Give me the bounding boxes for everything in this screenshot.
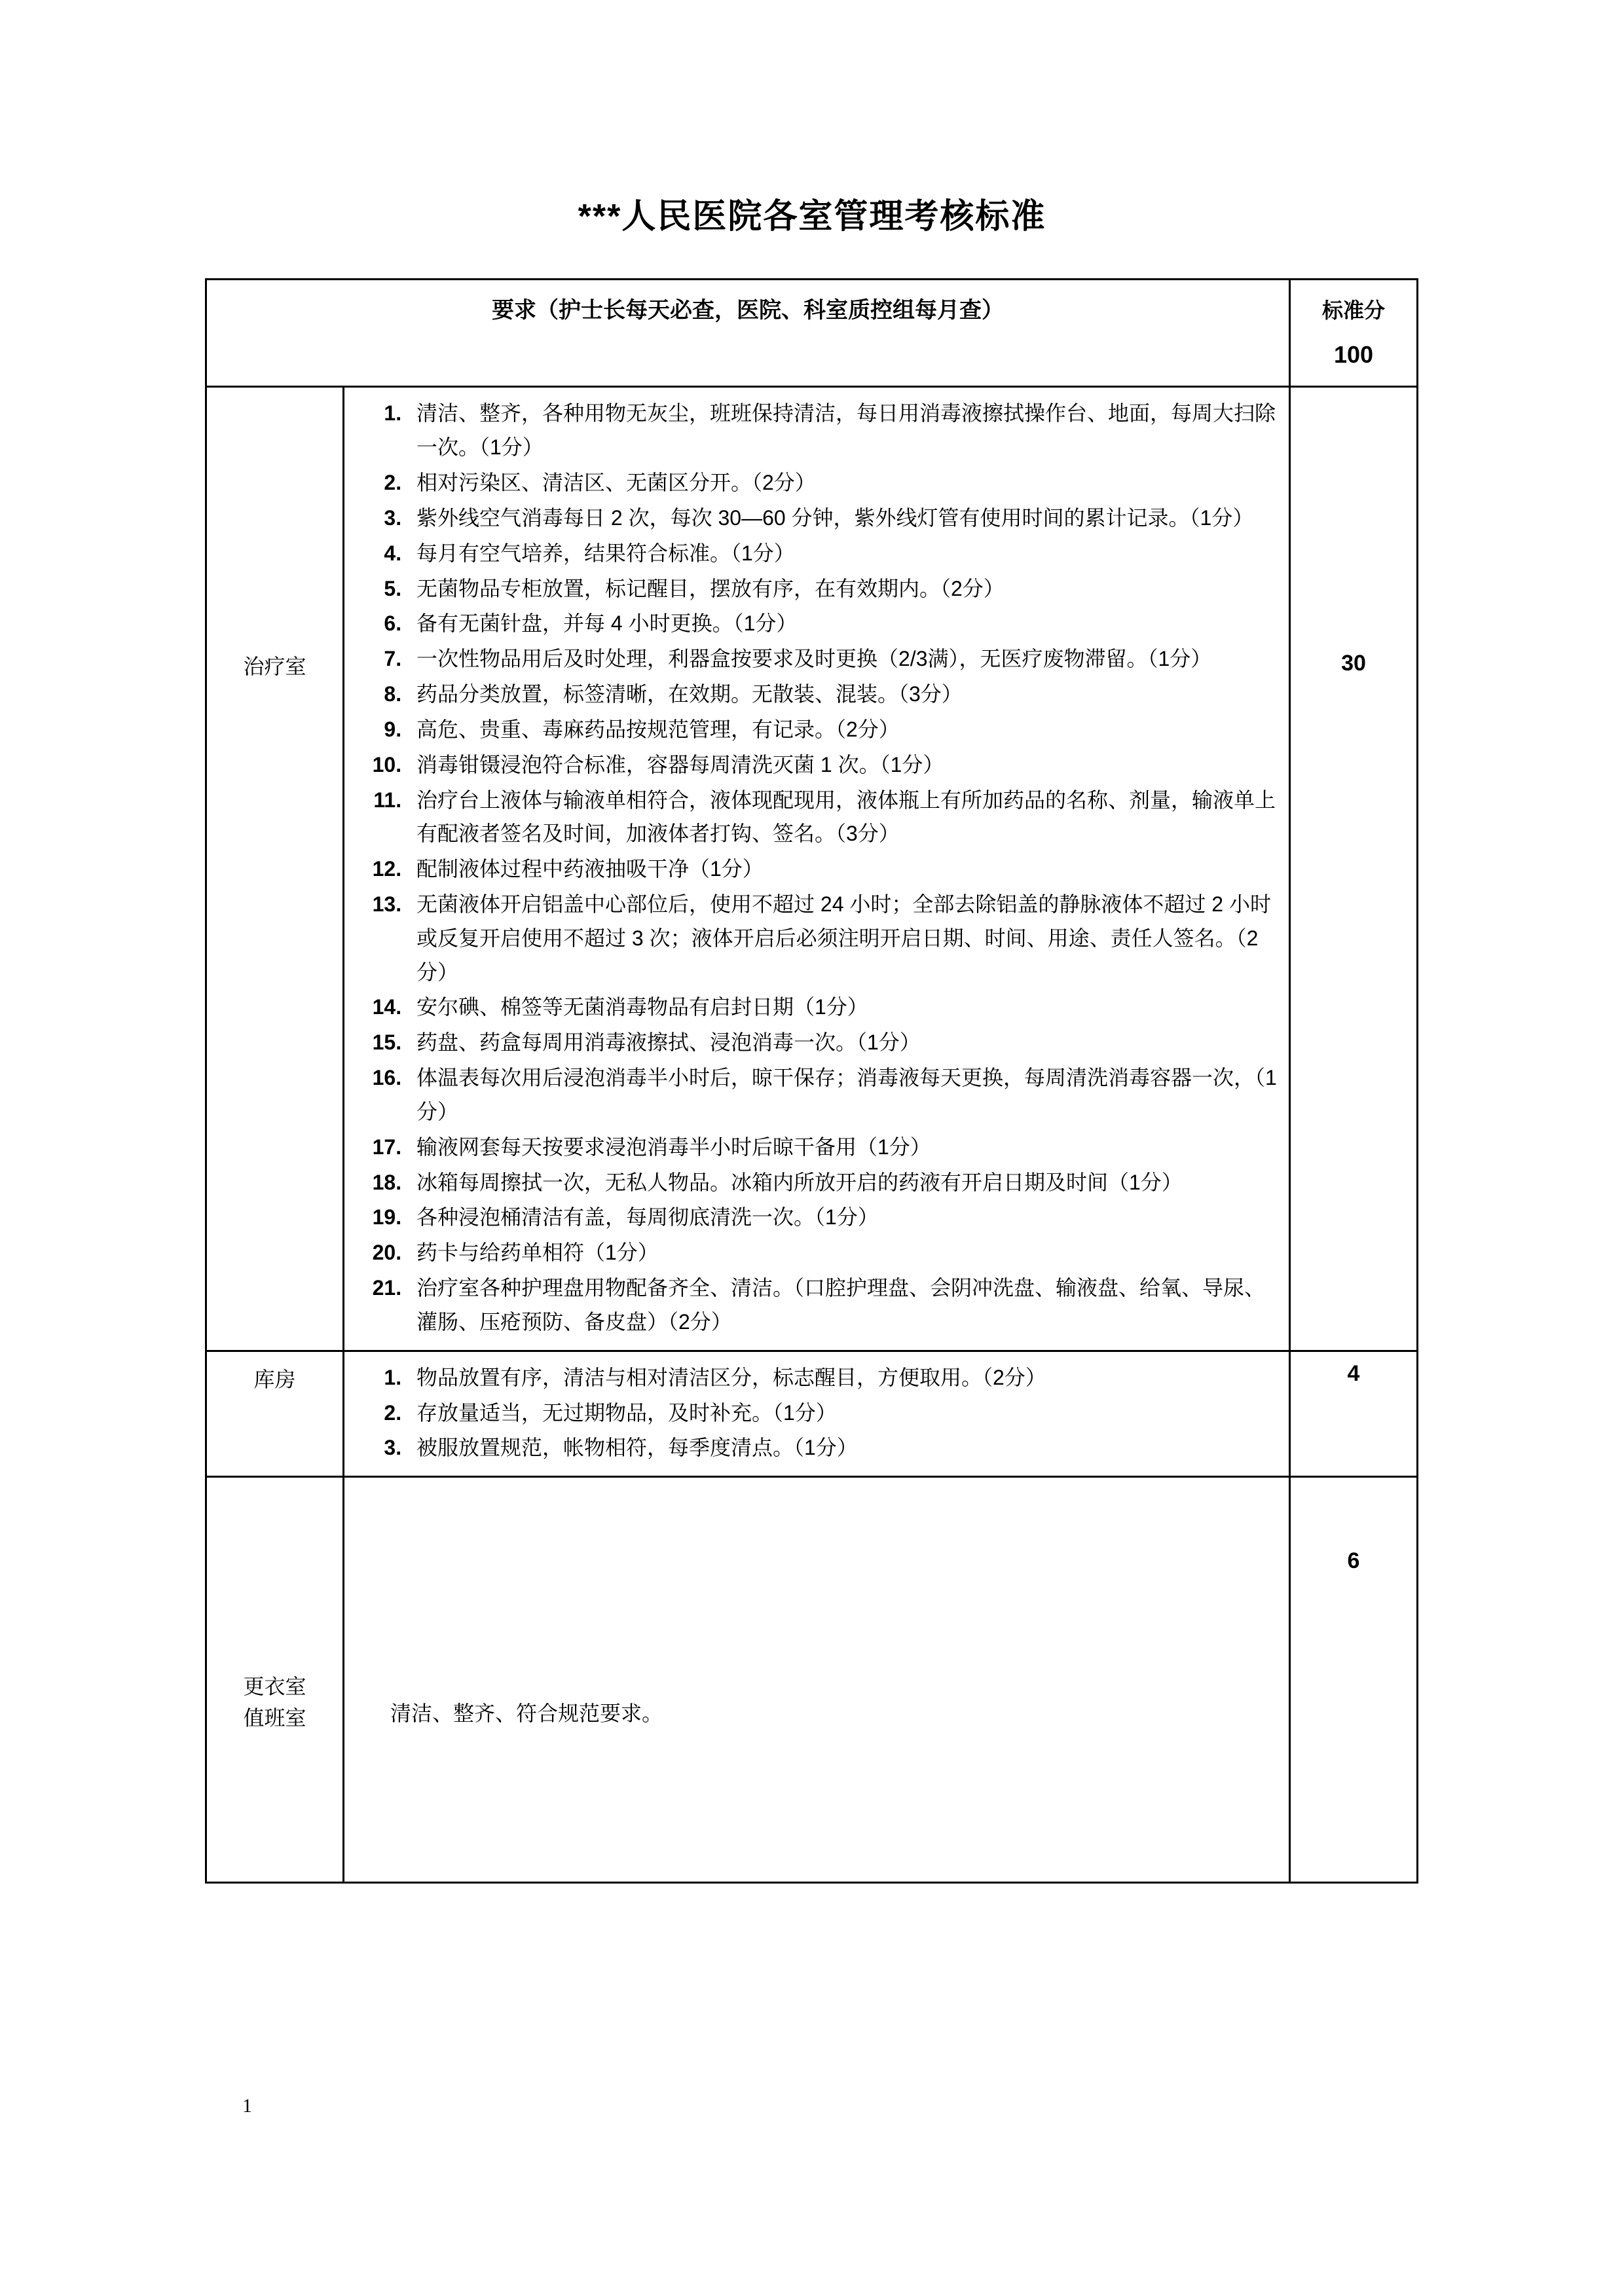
list-item: 9. 高危、贵重、毒麻药品按规范管理，有记录。（2分） (407, 713, 1280, 747)
score-value-storeroom: 4 (1347, 1360, 1360, 1386)
requirements-cell-treatment (344, 387, 1290, 1351)
table-header-row (206, 280, 1418, 387)
room-label-treatment: 治疗室 (243, 655, 306, 679)
requirements-cell-storeroom (344, 1351, 1290, 1476)
score-value-locker: 6 (1347, 1548, 1360, 1574)
header-score-cell (1290, 280, 1418, 387)
page-number: 1 (242, 2095, 252, 2117)
requirement-text-locker: 清洁、整齐、符合规范要求。 (390, 1702, 663, 1726)
table-row (206, 1351, 1418, 1476)
room-label-cell-storeroom (206, 1351, 344, 1476)
page-title: ***人民医院各室管理考核标准 (578, 198, 1046, 236)
list-item: 13. 无菌液体开启铝盖中心部位后，使用不超过 24 小时；全部去除铝盖的静脉液体不超过 2 小时或反复开启使用不超过 3 次；液体开启后必须注明开启日期、时间、用途、责任人签名。（2分） (407, 888, 1280, 989)
room-label-locker (207, 1671, 342, 1734)
list-item: 6. 备有无菌针盘，并每 4 小时更换。（1分） (407, 607, 1280, 641)
list-item: 2. 相对污染区、清洁区、无菌区分开。（2分） (407, 466, 1280, 500)
score-value-treatment: 30 (1341, 651, 1366, 676)
assessment-standards-table (205, 278, 1418, 1884)
list-item: 1. 清洁、整齐，各种用物无灰尘，班班保持清洁，每日用消毒液擦拭操作台、地面，每周大扫除一次。（1分） (407, 397, 1280, 465)
list-item: 14. 安尔碘、棉签等无菌消毒物品有启封日期（1分） (407, 991, 1280, 1025)
requirement-list-treatment (350, 397, 1280, 1339)
room-label-cell-locker (206, 1477, 344, 1883)
list-item: 4. 每月有空气培养，结果符合标准。（1分） (407, 537, 1280, 571)
header-requirement-label: 要求（护士长每天必查，医院、科室质控组每月查） (206, 280, 1290, 387)
header-score-label: 标准分 (1321, 299, 1385, 322)
header-score-total: 100 (1333, 340, 1374, 368)
room-label-storeroom: 库房 (253, 1367, 296, 1391)
list-item: 7. 一次性物品用后及时处理，利器盒按要求及时更换（2/3满），无医疗废物滞留。（1分） (407, 642, 1280, 676)
room-label-locker-line2: 值班室 (243, 1706, 306, 1730)
room-label-locker-line1: 更衣室 (243, 1675, 306, 1699)
list-item: 16. 体温表每次用后浸泡消毒半小时后，晾干保存；消毒液每天更换，每周清洗消毒容器一次，（1分） (407, 1061, 1280, 1129)
list-item: 21. 治疗室各种护理盘用物配备齐全、清洁。（口腔护理盘、会阴冲洗盘、输液盘、给氧、导尿、灌肠、压疮预防、备皮盘）（2分） (407, 1271, 1280, 1339)
list-item: 12. 配制液体过程中药液抽吸干净（1分） (407, 852, 1280, 886)
list-item: 2. 存放量适当，无过期物品，及时补充。（1分） (407, 1396, 1280, 1430)
list-item: 19. 各种浸泡桶清洁有盖，每周彻底清洗一次。（1分） (407, 1201, 1280, 1235)
requirement-list-storeroom (350, 1361, 1280, 1465)
list-item: 5. 无菌物品专柜放置，标记醒目，摆放有序，在有效期内。（2分） (407, 572, 1280, 606)
score-cell-locker (1290, 1477, 1418, 1883)
room-label-cell-treatment (206, 387, 344, 1351)
list-item: 15. 药盘、药盒每周用消毒液擦拭、浸泡消毒一次。（1分） (407, 1026, 1280, 1060)
list-item: 11. 治疗台上液体与输液单相符合，液体现配现用，液体瓶上有所加药品的名称、剂量，输液单上有配液者签名及时间，加液体者打钩、签名。（3分） (407, 784, 1280, 852)
list-item: 10. 消毒钳镊浸泡符合标准，容器每周清洗灭菌 1 次。（1分） (407, 748, 1280, 782)
table-row (206, 387, 1418, 1351)
score-cell-treatment (1290, 387, 1418, 1351)
requirements-cell-locker (344, 1477, 1290, 1883)
list-item: 1. 物品放置有序，清洁与相对清洁区分，标志醒目，方便取用。（2分） (407, 1361, 1280, 1395)
list-item: 3. 紫外线空气消毒每日 2 次，每次 30—60 分钟，紫外线灯管有使用时间的累计记录。（1分） (407, 501, 1280, 536)
list-item: 3. 被服放置规范，帐物相符，每季度清点。（1分） (407, 1431, 1280, 1465)
table-row (206, 1477, 1418, 1883)
score-cell-storeroom (1290, 1351, 1418, 1476)
list-item: 8. 药品分类放置，标签清晰，在效期。无散装、混装。（3分） (407, 678, 1280, 712)
list-item: 18. 冰箱每周擦拭一次，无私人物品。冰箱内所放开启的药液有开启日期及时间（1分） (407, 1166, 1280, 1200)
list-item: 20. 药卡与给药单相符（1分） (407, 1236, 1280, 1270)
list-item: 17. 输液网套每天按要求浸泡消毒半小时后晾干备用（1分） (407, 1131, 1280, 1165)
